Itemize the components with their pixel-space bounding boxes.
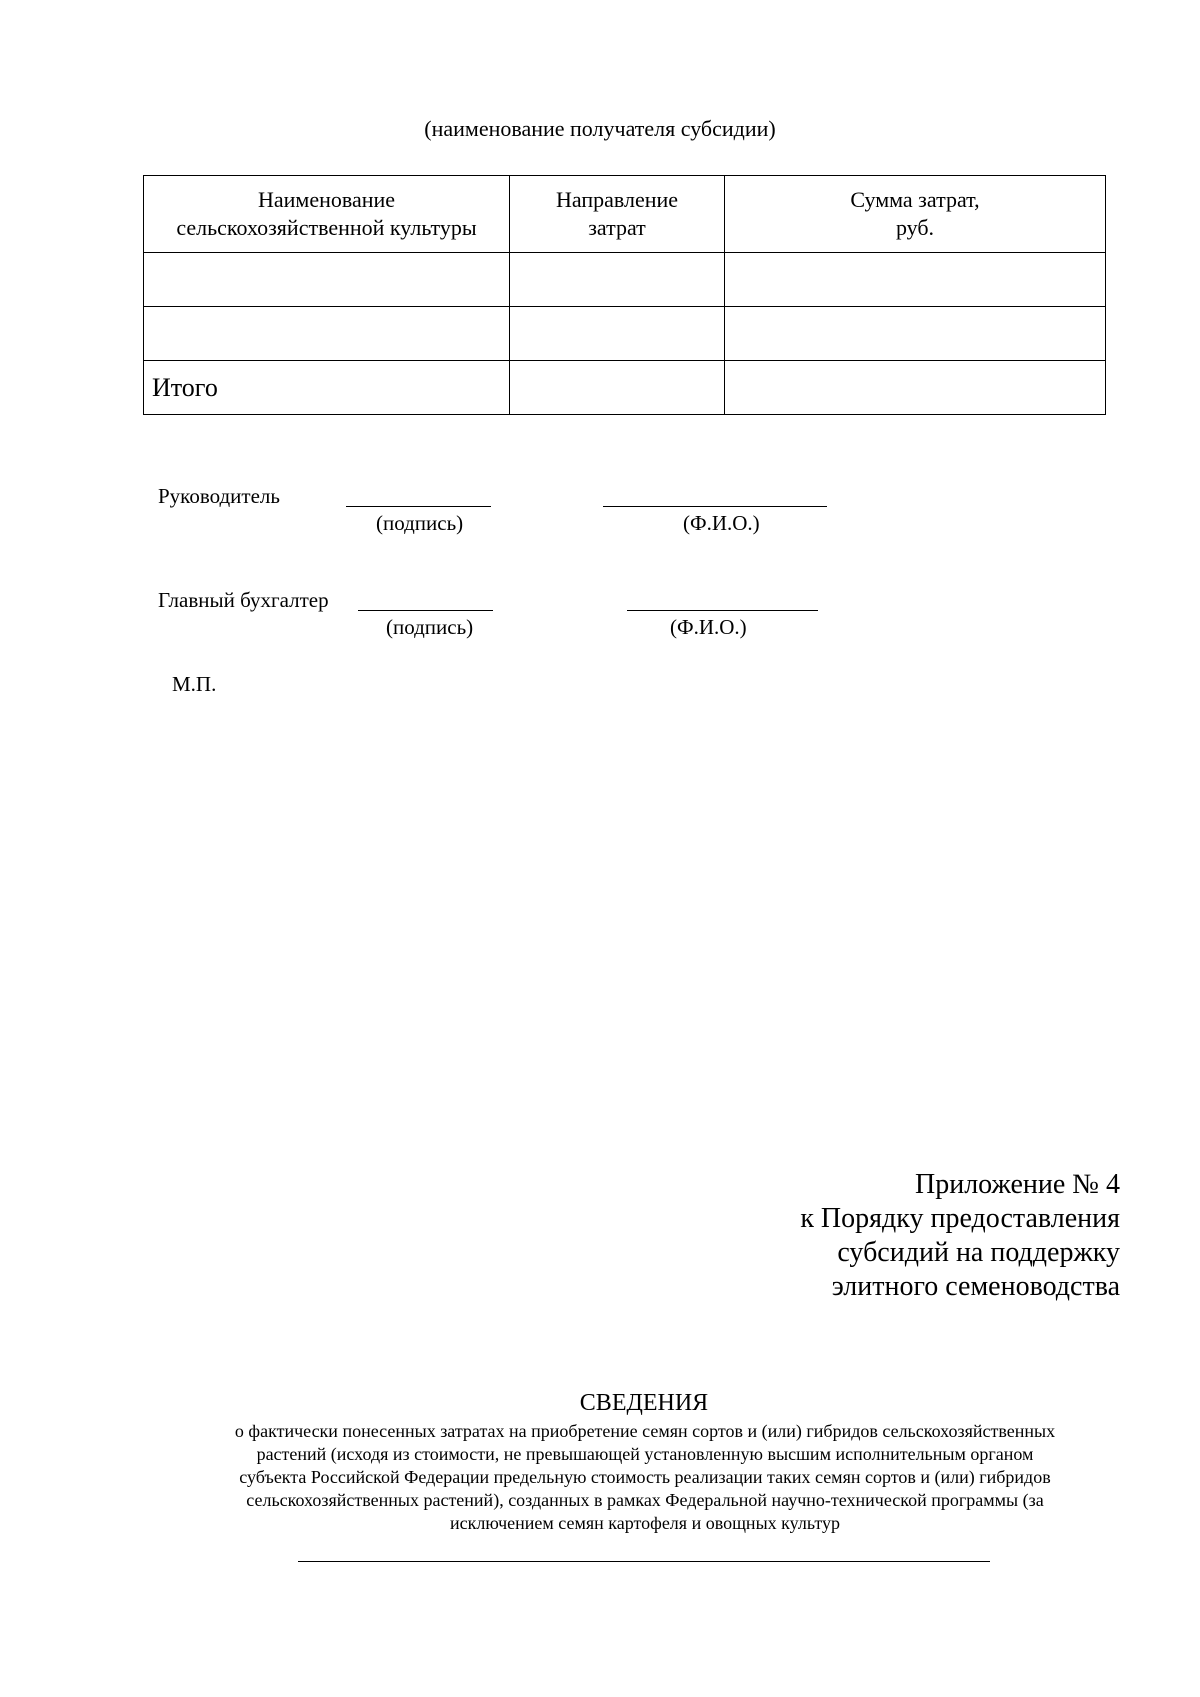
- appendix-line-4: элитного семеноводства: [831, 1271, 1120, 1302]
- head-name-caption: (Ф.И.О.): [683, 511, 760, 535]
- chief-accountant-label: Главный бухгалтер: [158, 588, 329, 612]
- header-crop-name-line-2: сельскохозяйственной культуры: [176, 215, 477, 240]
- chief-accountant-name-line: [627, 610, 818, 611]
- svedenia-line-5: исключением семян картофеля и овощных культур: [450, 1513, 840, 1533]
- appendix-line-3: субсидий на поддержку: [837, 1237, 1120, 1268]
- table-cell: [725, 253, 1106, 307]
- table-cell: [144, 307, 510, 361]
- appendix-line-1: Приложение № 4: [915, 1169, 1120, 1200]
- svedenia-text: [175, 1420, 1115, 1535]
- table-cell: [725, 361, 1106, 415]
- total-label: Итого: [144, 361, 510, 415]
- appendix-heading: [520, 1168, 1120, 1304]
- header-cost-amount-line-1: Сумма затрат,: [850, 187, 980, 212]
- svedenia-line-1: о фактически понесенных затратах на приобретение семян сортов и (или) гибридов сельскохозяйственных: [234, 1421, 1056, 1441]
- head-label: Руководитель: [158, 484, 280, 508]
- table-cell: [725, 307, 1106, 361]
- head-signature-caption: (подпись): [376, 511, 464, 535]
- svedenia-line-2: растений (исходя из стоимости, не превышающей установленную высшим исполнительным органом: [256, 1444, 1034, 1464]
- appendix-line-2: к Порядку предоставления: [800, 1203, 1120, 1234]
- chief-accountant-signature-line: [358, 610, 493, 611]
- header-cost-amount-line-2: руб.: [895, 215, 935, 240]
- chief-accountant-signature-caption: (подпись): [386, 615, 474, 639]
- table-cell: [144, 253, 510, 307]
- svedenia-line-4: сельскохозяйственных растений), созданных в рамках Федеральной научно-технической программы (за: [246, 1490, 1044, 1510]
- chief-accountant-name-caption: (Ф.И.О.): [670, 615, 747, 639]
- recipient-caption: (наименование получателя субсидии): [424, 116, 776, 141]
- header-cost-amount: [725, 176, 1106, 253]
- total-row: [144, 361, 1106, 415]
- table-row: [144, 307, 1106, 361]
- svedenia-title: СВЕДЕНИЯ: [579, 1390, 709, 1416]
- table-cell: [510, 361, 725, 415]
- header-crop-name: [144, 176, 510, 253]
- svedenia-line-3: субъекта Российской Федерации предельную стоимость реализации таких семян сортов и (или) гибридов: [239, 1467, 1051, 1487]
- recipient-fill-line: [298, 1561, 990, 1562]
- header-cost-direction-line-1: Направление: [555, 187, 679, 212]
- head-name-line: [603, 506, 827, 507]
- table-header-row: [144, 176, 1106, 253]
- head-signature-line: [346, 506, 491, 507]
- header-cost-direction-line-2: затрат: [588, 215, 646, 240]
- table-row: [144, 253, 1106, 307]
- header-crop-name-line-1: Наименование: [257, 187, 396, 212]
- stamp-label: М.П.: [172, 672, 217, 696]
- table-cell: [510, 307, 725, 361]
- costs-table: [143, 175, 1106, 415]
- header-cost-direction: [510, 176, 725, 253]
- table-cell: [510, 253, 725, 307]
